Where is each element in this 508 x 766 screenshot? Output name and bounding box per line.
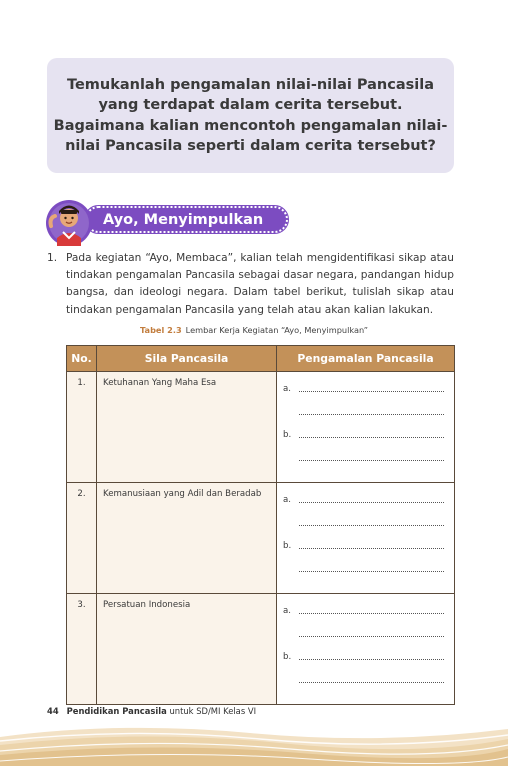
dotted-line (299, 613, 444, 614)
row-sila: Ketuhanan Yang Maha Esa (97, 372, 277, 483)
answer-line-b[interactable] (283, 428, 444, 440)
table-caption (0, 325, 508, 335)
row-sila: Kemanusiaan yang Adil dan Beradab (97, 483, 277, 594)
header-sila: Sila Pancasila (97, 346, 277, 372)
answer-line-b[interactable] (283, 650, 444, 662)
dotted-line (299, 414, 444, 415)
answer-line-a[interactable] (283, 493, 444, 505)
answer-label: a. (283, 384, 291, 394)
dotted-line (299, 502, 444, 503)
answer-label: a. (283, 495, 291, 505)
question-line: Bagaimana kalian mencontoh pengamalan nilai- (53, 117, 448, 134)
student-avatar-icon (45, 196, 97, 246)
table-row (67, 483, 455, 594)
row-answer-area (277, 483, 455, 594)
book-subtitle: untuk SD/MI Kelas VI (169, 706, 257, 716)
row-answer-area (277, 594, 455, 705)
dotted-line (299, 659, 444, 660)
header-pengamalan: Pengamalan Pancasila (277, 346, 455, 372)
dotted-line (299, 571, 444, 572)
question-line: yang terdapat dalam cerita tersebut. (98, 97, 403, 113)
row-sila: Persatuan Indonesia (97, 594, 277, 705)
table-row (67, 372, 455, 483)
table-header-row (67, 346, 455, 372)
table-row (67, 594, 455, 705)
dotted-line (299, 682, 444, 683)
answer-line-a-cont[interactable] (283, 405, 444, 417)
table-caption-text: Lembar Kerja Kegiatan “Ayo, Menyimpulkan” (185, 325, 368, 335)
answer-line-a-cont[interactable] (283, 516, 444, 528)
answer-label: a. (283, 606, 291, 616)
row-number: 1. (67, 372, 97, 483)
question-box (47, 58, 454, 173)
answer-line-b-cont[interactable] (283, 562, 444, 574)
page-number: 44 (47, 706, 59, 716)
answer-label: b. (283, 430, 292, 440)
question-line: Temukanlah pengamalan nilai-nilai Pancasila (66, 76, 434, 93)
answer-line-a-cont[interactable] (283, 627, 444, 639)
dotted-line (299, 636, 444, 637)
answer-line-b-cont[interactable] (283, 451, 444, 463)
worksheet-table (66, 345, 455, 705)
answer-line-a[interactable] (283, 604, 444, 616)
footer-wave-decoration (0, 715, 508, 766)
instruction-number: 1. (47, 252, 58, 264)
answer-line-b-cont[interactable] (283, 673, 444, 685)
row-answer-area (277, 372, 455, 483)
dotted-line (299, 391, 444, 392)
instruction-text: Pada kegiatan “Ayo, Membaca”, kalian telah mengidentifikasi sikap atau tindakan pengamalan Pancasila sebagai dasar negara, pandangan hidup bangsa, dan ideologi negara. Dalam tabel berikut, tulislah sikap atau tindakan pengamalan Pancasila yang telah atau akan kalian lakukan. (66, 252, 454, 316)
table-caption-number: Tabel 2.3 (140, 325, 182, 335)
answer-label: b. (283, 652, 292, 662)
section-title: Ayo, Menyimpulkan (103, 212, 264, 228)
question-line: nilai Pancasila seperti dalam cerita tersebut? (65, 138, 436, 154)
dotted-line (299, 548, 444, 549)
question-text (54, 75, 448, 157)
dotted-line (299, 460, 444, 461)
answer-line-a[interactable] (283, 382, 444, 394)
row-number: 3. (67, 594, 97, 705)
row-number: 2. (67, 483, 97, 594)
header-no: No. (67, 346, 97, 372)
dotted-line (299, 437, 444, 438)
dotted-line (299, 525, 444, 526)
answer-line-b[interactable] (283, 539, 444, 551)
book-title: Pendidikan Pancasila (66, 706, 167, 716)
answer-label: b. (283, 541, 292, 551)
section-banner (45, 196, 264, 246)
